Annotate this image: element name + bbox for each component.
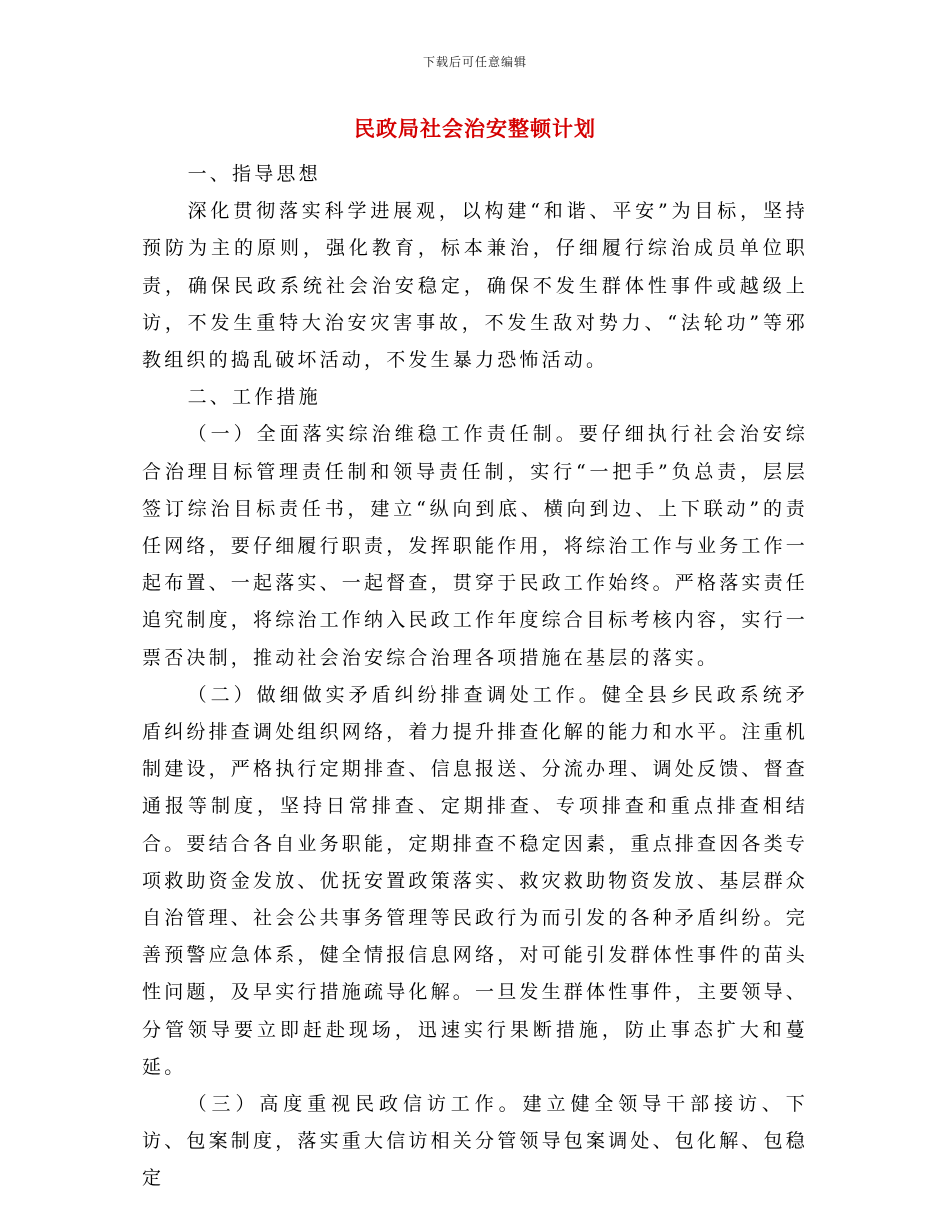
paragraph-measure-1: （一）全面落实综治维稳工作责任制。要仔细执行社会治安综合治理目标管理责任制和领导责任制，实行“一把手”负总责，层层签订综治目标责任书，建立“纵向到底、横向到边、上下联动”的责任网络，要仔细履行职责，发挥职能作用，将综治工作与业务工作一起布置、一起落实、一起督查，贯穿于民政工作始终。严格落实责任追究制度，将综治工作纳入民政工作年度综合目标考核内容，实行一票否决制，推动社会治安综合治理各项措施在基层的落实。 bbox=[142, 423, 809, 669]
paragraph-measure-3: （三）高度重视民政信访工作。建立健全领导干部接访、下访、包案制度，落实重大信访相关分管领导包案调处、包化解、包稳定 bbox=[142, 1093, 809, 1190]
paragraph-measure-2: （二）做细做实矛盾纠纷排查调处工作。健全县乡民政系统矛盾纠纷排查调处组织网络，着力提升排查化解的能力和水平。注重机制建设，严格执行定期排查、信息报送、分流办理、调处反馈、督查通报等制度，坚持日常排查、定期排查、专项排查和重点排查相结合。要结合各自业务职能，定期排查不稳定因素，重点排查因各类专项救助资金发放、优抚安置政策落实、救灾救助物资发放、基层群众自治管理、社会公共事务管理等民政行为而引发的各种矛盾纠纷。完善预警应急体系，健全情报信息网络，对可能引发群体性事件的苗头性问题，及早实行措施疏导化解。一旦发生群体性事件，主要领导、分管领导要立即赶赴现场，迅速实行果断措施，防止事态扩大和蔓延。 bbox=[142, 683, 809, 1078]
document-body bbox=[142, 156, 808, 1198]
paragraph-guiding-ideology: 深化贯彻落实科学进展观，以构建“和谐、平安”为目标，坚持预防为主的原则，强化教育，标本兼治，仔细履行综治成员单位职责，确保民政系统社会治安稳定，确保不发生群体性事件或越级上访，不发生重特大治安灾害事故，不发生敌对势力、“法轮功”等邪教组织的捣乱破坏活动，不发生暴力恐怖活动。 bbox=[142, 200, 808, 372]
document-title: 民政局社会治安整顿计划 bbox=[354, 117, 596, 141]
section-heading-guiding-ideology: 一、指导思想 bbox=[187, 163, 321, 185]
section-heading-work-measures: 二、工作措施 bbox=[187, 386, 321, 409]
header-note: 下载后可任意编辑 bbox=[422, 55, 527, 69]
